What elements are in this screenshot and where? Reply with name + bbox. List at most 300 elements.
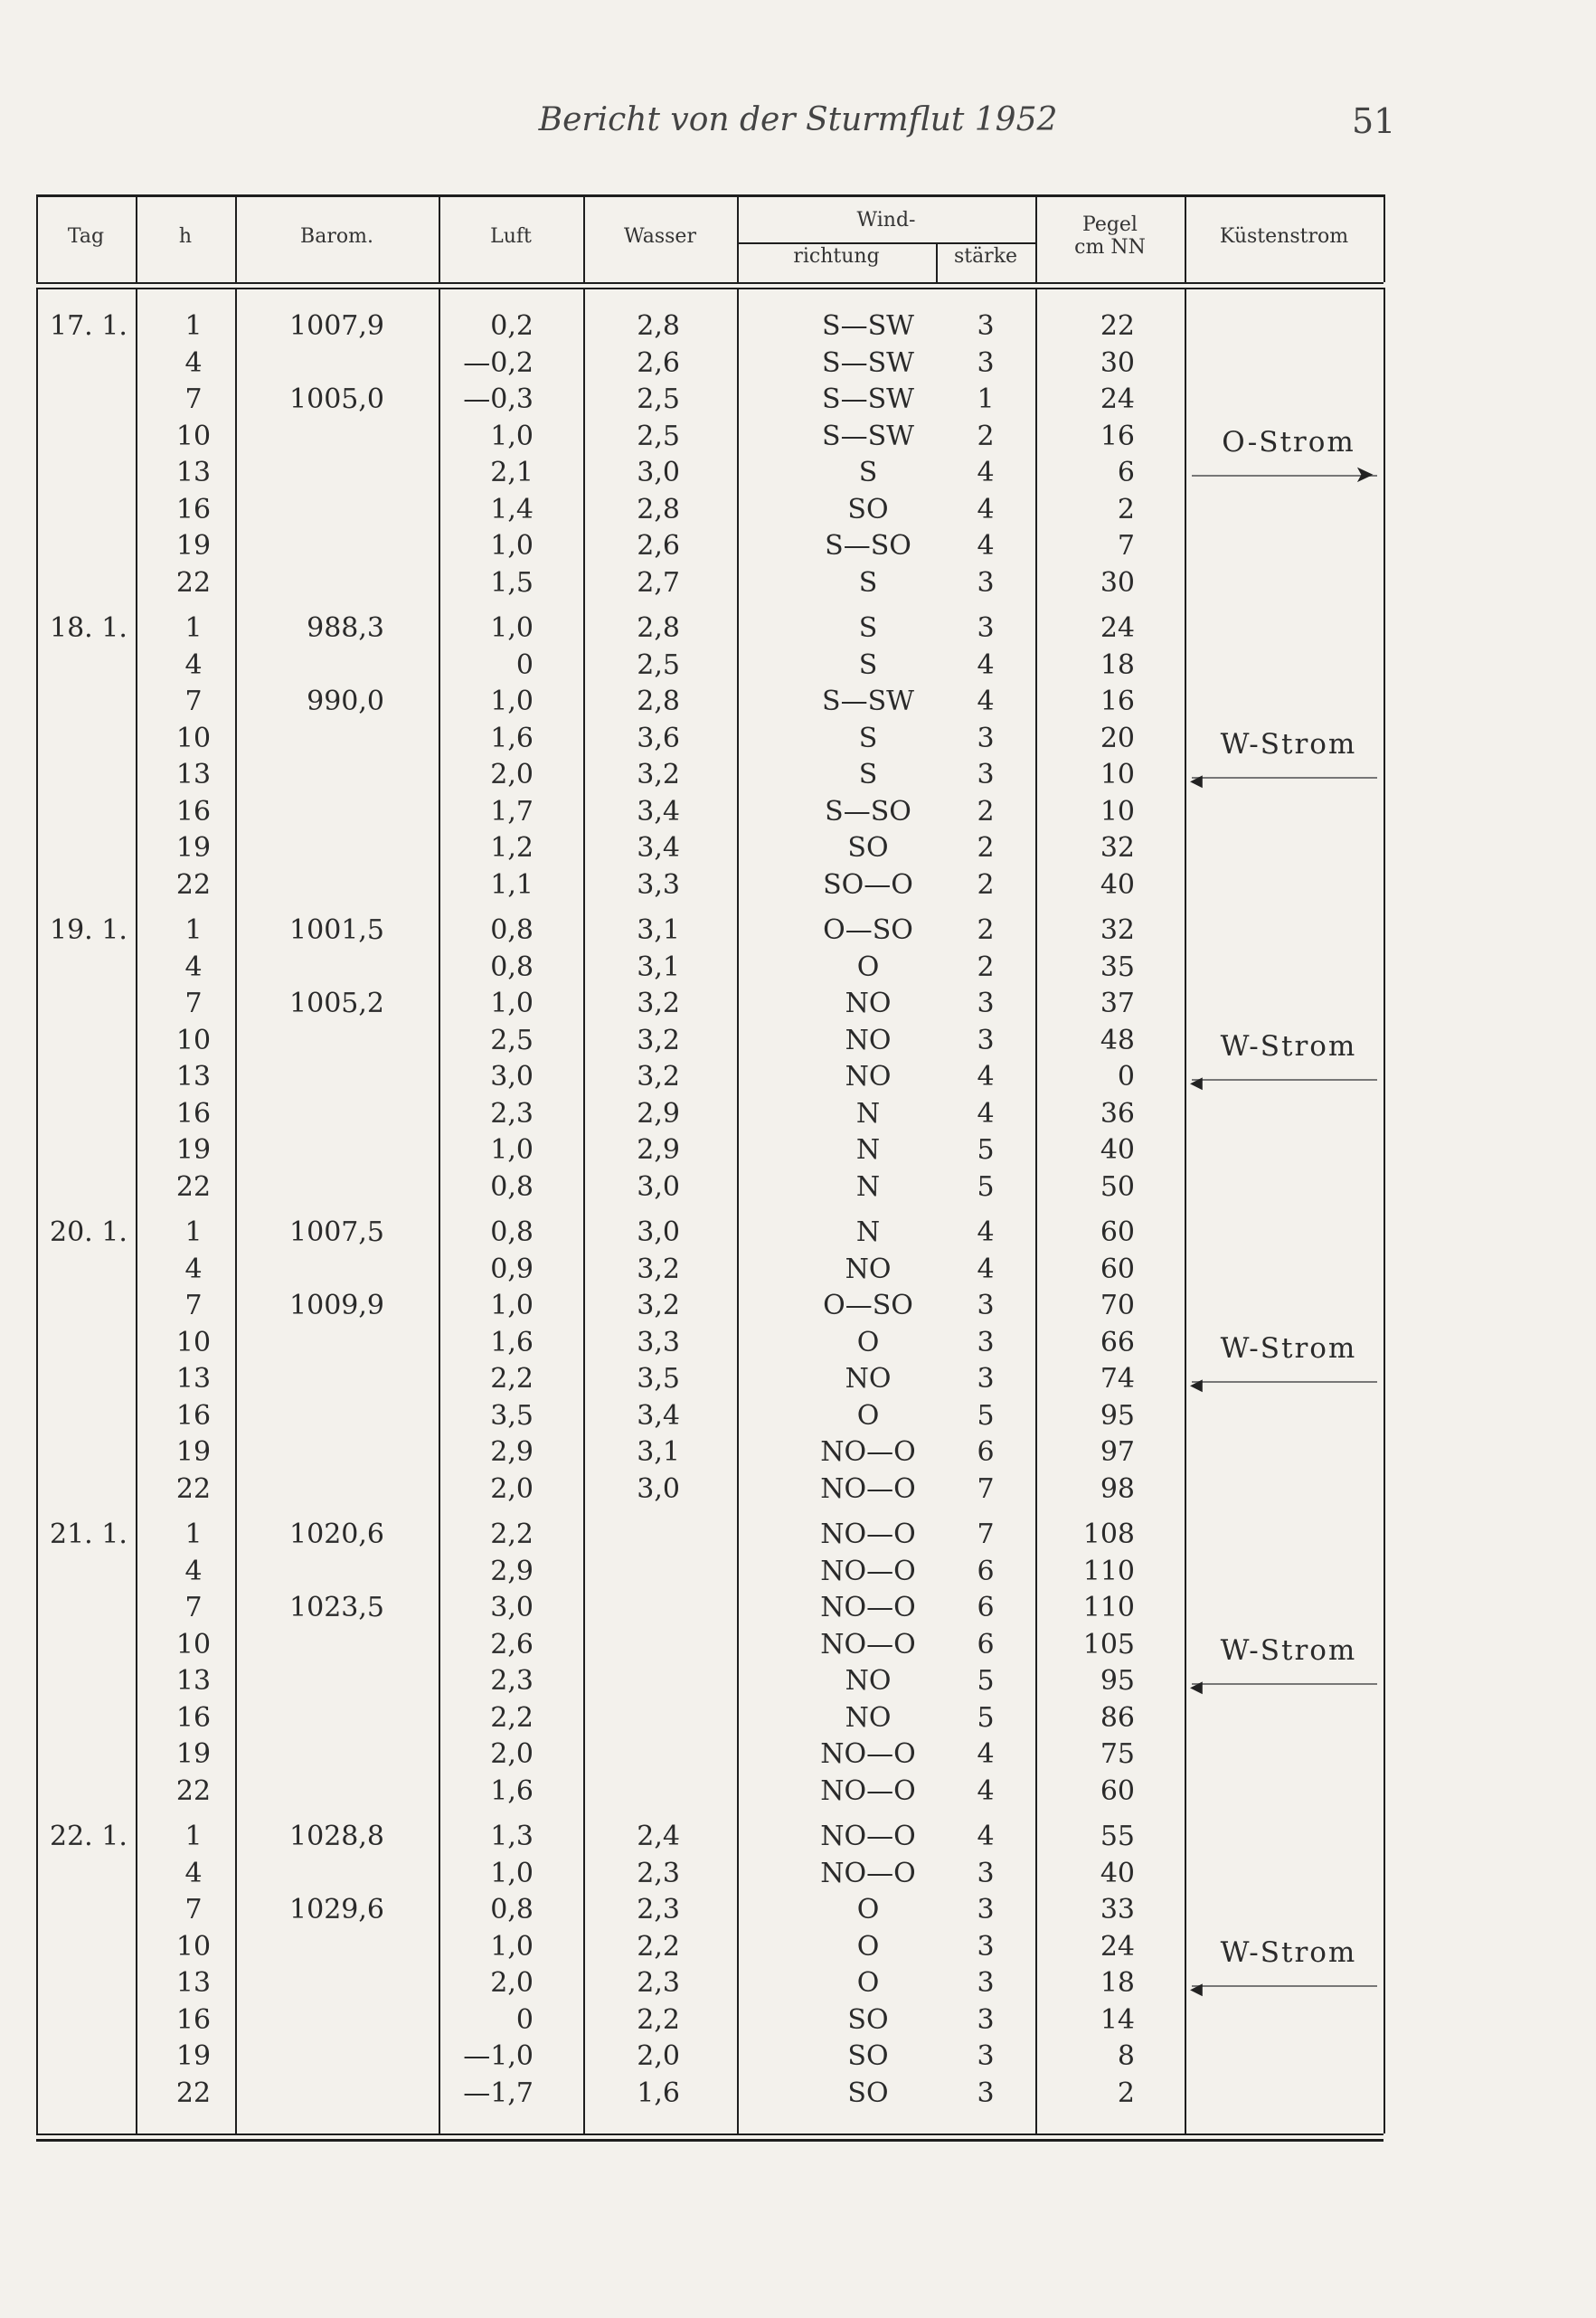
column-divider [737,288,739,2134]
luft-cell: 1,0 [490,612,534,644]
wind-direction-cell: NO—O [820,1592,916,1623]
wind-direction-cell: NO—O [820,1555,916,1587]
wind-direction-cell: S [858,566,878,599]
luft-cell: —0,2 [463,346,534,379]
wind-strength-cell: 7 [977,1472,995,1505]
wind-strength-cell: 5 [977,1170,995,1203]
wasser-cell: 2,0 [637,2040,680,2072]
luft-cell: 1,1 [490,868,534,901]
wind-strength-cell: 2 [977,951,995,983]
wind-strength-cell: 3 [977,1894,995,1925]
luft-cell: 2,0 [490,1967,534,1999]
wasser-cell: 2,8 [637,612,680,644]
column-divider [36,288,38,2134]
wasser-cell: 3,4 [637,1399,680,1432]
luft-cell: 1,0 [490,1930,534,1963]
hour-cell: 10 [175,1930,212,1963]
wind-direction-cell: S [858,457,878,488]
luft-cell: 0,9 [490,1253,534,1285]
wind-strength-cell: 4 [977,1738,995,1770]
wind-strength-cell: 2 [977,914,995,946]
pegel-cell: 16 [1100,420,1135,452]
pegel-cell: 110 [1082,1592,1135,1623]
luft-cell: 2,9 [490,1555,534,1587]
wind-direction-cell: S [858,722,878,754]
pegel-cell: 37 [1100,988,1135,1019]
current-arrow [1192,1683,1377,1685]
header-column-divider [1185,194,1186,282]
column-divider [235,288,237,2134]
hour-cell: 13 [175,1967,212,1999]
pegel-cell: 7 [1117,530,1135,562]
wind-strength-cell: 5 [977,1399,995,1432]
wasser-cell: 2,6 [637,346,680,379]
luft-cell: 0 [515,648,534,681]
wind-strength-cell: 3 [977,612,995,644]
header-column-divider [36,194,38,282]
wind-direction-cell: O [856,1930,880,1963]
wind-strength-cell: 3 [977,2040,995,2072]
header-column-divider [1384,194,1385,282]
luft-cell: 0,8 [490,1894,534,1925]
wind-strength-cell: 6 [977,1592,995,1623]
kuestenstrom-label: W-Strom [1220,727,1357,761]
wasser-cell: 3,5 [637,1363,680,1395]
wind-strength-cell: 3 [977,566,995,599]
hour-cell: 1 [184,612,203,644]
day-label: 22. 1. [50,1821,127,1852]
pegel-cell: 95 [1100,1665,1135,1697]
column-divider [136,288,137,2134]
barom-cell: 1023,5 [289,1592,384,1623]
luft-cell: —1,0 [463,2040,534,2072]
pegel-cell: 55 [1100,1821,1135,1852]
wind-strength-cell: 3 [977,722,995,754]
luft-cell: 1,0 [490,686,534,717]
wind-strength-cell: 1 [977,383,995,415]
pegel-cell: 40 [1100,1134,1135,1166]
hour-cell: 1 [184,1821,203,1852]
wind-strength-cell: 4 [977,530,995,562]
wasser-cell: 1,6 [637,2077,680,2109]
header-column-divider [136,194,137,282]
header-column-divider [235,194,237,282]
barom-cell: 1009,9 [289,1290,384,1321]
wind-direction-cell: S [858,612,878,644]
luft-cell: 0,8 [490,1216,534,1248]
hour-cell: 10 [175,1024,212,1056]
pegel-cell: 75 [1100,1738,1135,1770]
hour-cell: 4 [184,951,203,983]
pegel-cell: 60 [1100,1216,1135,1248]
pegel-cell: 48 [1100,1024,1135,1056]
running-title: Bericht von der Sturmflut 1952 [538,101,1058,138]
day-label: 18. 1. [50,612,127,644]
hour-cell: 4 [184,346,203,379]
hour-cell: 19 [175,1436,212,1468]
wind-direction-cell: NO [845,1061,892,1093]
pegel-cell: 22 [1100,310,1135,342]
column-divider [1035,288,1037,2134]
wind-strength-cell: 6 [977,1436,995,1468]
wind-direction-cell: S—SW [822,346,914,379]
wind-direction-cell: NO [845,1253,892,1285]
hour-cell: 1 [184,1216,203,1248]
luft-cell: 2,2 [490,1363,534,1395]
barom-cell: 1005,0 [289,383,384,415]
luft-cell: 0 [515,2003,534,2036]
hour-cell: 19 [175,1738,212,1770]
wasser-cell: 3,2 [637,1024,680,1056]
pegel-cell: 10 [1100,795,1135,828]
pegel-cell: 20 [1100,722,1135,754]
wasser-cell: 2,7 [637,566,680,599]
arrow-left-icon: ◀ [1190,1979,1203,1999]
hour-cell: 13 [175,457,212,488]
pegel-cell: 70 [1100,1290,1135,1321]
wind-strength-cell: 5 [977,1134,995,1166]
pegel-cell: 30 [1100,566,1135,599]
pegel-cell: 16 [1100,686,1135,717]
wind-strength-cell: 3 [977,988,995,1019]
arrow-right-icon: ➤ [1355,460,1374,488]
wind-direction-cell: O [856,1967,880,1999]
column-divider [583,288,585,2134]
wind-direction-cell: NO—O [820,1774,916,1807]
hour-cell: 7 [184,1290,203,1321]
header-column-divider [737,194,739,282]
hour-cell: 4 [184,648,203,681]
barom-cell: 1001,5 [289,914,384,946]
wasser-cell: 3,3 [637,868,680,901]
wind-strength-cell: 3 [977,1326,995,1358]
header-barom: Barom. [300,225,373,248]
header-wasser: Wasser [624,225,696,248]
wasser-cell: 2,5 [637,648,680,681]
pegel-cell: 30 [1100,346,1135,379]
header-kuestenstrom: Küstenstrom [1219,225,1349,248]
header-h: h [178,225,193,248]
wind-direction-cell: NO [845,1701,892,1734]
hour-cell: 1 [184,914,203,946]
pegel-cell: 86 [1100,1701,1135,1734]
hour-cell: 10 [175,1628,212,1660]
current-arrow [1192,1079,1377,1081]
hour-cell: 7 [184,686,203,717]
wind-direction-cell: S—SW [822,383,914,415]
hour-cell: 7 [184,988,203,1019]
wind-direction-cell: NO—O [820,1738,916,1770]
wind-strength-cell: 5 [977,1701,995,1734]
pegel-cell: 14 [1100,2003,1135,2036]
day-label: 19. 1. [50,914,127,946]
luft-cell: 1,5 [490,566,534,599]
pegel-cell: 33 [1100,1894,1135,1925]
pegel-cell: 6 [1117,457,1135,488]
hour-cell: 22 [175,1170,212,1203]
arrow-left-icon: ◀ [1190,1073,1203,1093]
wind-direction-cell: N [855,1216,881,1248]
wind-direction-cell: N [855,1134,881,1166]
wind-direction-cell: NO [845,988,892,1019]
wasser-cell: 2,3 [637,1857,680,1889]
kuestenstrom-label: O-Strom [1222,425,1355,459]
wasser-cell: 2,6 [637,530,680,562]
luft-cell: 2,3 [490,1097,534,1130]
wasser-cell: 3,6 [637,722,680,754]
wind-direction-cell: S [858,759,878,790]
luft-cell: 1,0 [490,988,534,1019]
wind-strength-cell: 4 [977,648,995,681]
wasser-cell: 2,8 [637,310,680,342]
pegel-cell: 2 [1117,493,1135,525]
luft-cell: 1,2 [490,832,534,864]
kuestenstrom-label: W-Strom [1220,1029,1357,1063]
hour-cell: 16 [175,795,212,828]
wind-strength-cell: 5 [977,1665,995,1697]
hour-cell: 13 [175,1665,212,1697]
table-bottom-rule-double [36,2139,1384,2142]
pegel-cell: 50 [1100,1170,1135,1203]
kuestenstrom-label: W-Strom [1220,1935,1357,1969]
wind-strength-cell: 3 [977,1290,995,1321]
header-wind: Wind- [856,209,916,232]
wind-strength-cell: 2 [977,795,995,828]
day-label: 21. 1. [50,1519,127,1550]
luft-cell: 3,0 [490,1061,534,1093]
luft-cell: 2,3 [490,1665,534,1697]
day-label: 17. 1. [50,310,127,342]
wind-strength-cell: 3 [977,1857,995,1889]
hour-cell: 10 [175,722,212,754]
wind-strength-cell: 3 [977,310,995,342]
pegel-cell: 24 [1100,383,1135,415]
hour-cell: 1 [184,1519,203,1550]
header-column-divider [439,194,440,282]
luft-cell: —0,3 [463,383,534,415]
luft-cell: 1,4 [490,493,534,525]
barom-cell: 1007,9 [289,310,384,342]
current-arrow [1192,1985,1377,1987]
luft-cell: 0,8 [490,914,534,946]
hour-cell: 4 [184,1555,203,1587]
luft-cell: 1,0 [490,1134,534,1166]
wind-direction-cell: S—SW [822,686,914,717]
hour-cell: 13 [175,1061,212,1093]
wasser-cell: 3,0 [637,1170,680,1203]
header-rule [36,282,1384,284]
barom-cell: 990,0 [307,686,384,717]
barom-cell: 1029,6 [289,1894,384,1925]
hour-cell: 1 [184,310,203,342]
wind-strength-cell: 4 [977,1821,995,1852]
wind-direction-cell: NO—O [820,1472,916,1505]
wind-direction-cell: S—SW [822,310,914,342]
pegel-cell: 95 [1100,1399,1135,1432]
header-column-divider [583,194,585,282]
pegel-cell: 18 [1100,1967,1135,1999]
luft-cell: 2,0 [490,759,534,790]
luft-cell: 0,8 [490,1170,534,1203]
header-pegel: Pegel [1082,213,1138,236]
luft-cell: 1,6 [490,722,534,754]
wind-direction-cell: SO—O [823,868,913,901]
luft-cell: 1,0 [490,1290,534,1321]
pegel-cell: 108 [1082,1519,1135,1550]
luft-cell: 1,6 [490,1774,534,1807]
pegel-cell: 98 [1100,1472,1135,1505]
wind-direction-cell: NO—O [820,1628,916,1660]
wind-strength-cell: 4 [977,1097,995,1130]
wind-strength-cell: 3 [977,1024,995,1056]
hour-cell: 19 [175,1134,212,1166]
wind-direction-cell: SO [847,832,889,864]
wind-direction-cell: N [855,1170,881,1203]
wind-strength-cell: 3 [977,346,995,379]
pegel-cell: 60 [1100,1774,1135,1807]
hour-cell: 19 [175,530,212,562]
wind-strength-cell: 3 [977,1363,995,1395]
luft-cell: 2,2 [490,1701,534,1734]
wind-strength-cell: 2 [977,832,995,864]
table-bottom-rule [36,2134,1384,2135]
pegel-cell: 0 [1117,1061,1135,1093]
hour-cell: 16 [175,1399,212,1432]
luft-cell: 2,2 [490,1519,534,1550]
pegel-cell: 24 [1100,1930,1135,1963]
hour-cell: 7 [184,1894,203,1925]
wasser-cell: 3,1 [637,1436,680,1468]
wasser-cell: 2,9 [637,1134,680,1166]
wind-direction-cell: NO [845,1363,892,1395]
wind-strength-cell: 2 [977,868,995,901]
wasser-cell: 3,2 [637,1061,680,1093]
wasser-cell: 2,4 [637,1821,680,1852]
wind-strength-cell: 4 [977,493,995,525]
hour-cell: 22 [175,1774,212,1807]
header-column-divider [1035,194,1037,282]
luft-cell: 3,0 [490,1592,534,1623]
wind-strength-cell: 4 [977,1061,995,1093]
luft-cell: 1,6 [490,1326,534,1358]
header-luft: Luft [490,225,532,248]
hour-cell: 22 [175,566,212,599]
pegel-cell: 66 [1100,1326,1135,1358]
wind-subheader-divider [936,242,938,282]
wind-strength-cell: 6 [977,1628,995,1660]
luft-cell: 1,0 [490,1857,534,1889]
luft-cell: —1,7 [463,2077,534,2109]
pegel-cell: 24 [1100,612,1135,644]
wind-strength-cell: 3 [977,1930,995,1963]
wind-direction-cell: NO—O [820,1857,916,1889]
wasser-cell: 3,4 [637,795,680,828]
wind-strength-cell: 4 [977,686,995,717]
barom-cell: 1028,8 [289,1821,384,1852]
wind-direction-cell: NO—O [820,1519,916,1550]
hour-cell: 7 [184,383,203,415]
wasser-cell: 2,3 [637,1967,680,1999]
wind-strength-cell: 3 [977,1967,995,1999]
wasser-cell: 3,2 [637,988,680,1019]
arrow-left-icon: ◀ [1190,771,1203,790]
header-pegel-unit: cm NN [1074,236,1146,259]
pegel-cell: 40 [1100,868,1135,901]
header-staerke: stärke [953,245,1018,268]
wasser-cell: 3,1 [637,914,680,946]
pegel-cell: 18 [1100,648,1135,681]
luft-cell: 2,6 [490,1628,534,1660]
column-divider [1384,288,1385,2134]
hour-cell: 16 [175,493,212,525]
barom-cell: 1020,6 [289,1519,384,1550]
hour-cell: 16 [175,1097,212,1130]
pegel-cell: 35 [1100,951,1135,983]
wasser-cell: 3,2 [637,759,680,790]
wind-direction-cell: SO [847,2003,889,2036]
wasser-cell: 3,2 [637,1253,680,1285]
current-arrow [1192,475,1377,477]
luft-cell: 0,2 [490,310,534,342]
arrow-left-icon: ◀ [1190,1375,1203,1395]
page-number: 51 [1352,101,1396,141]
hour-cell: 10 [175,420,212,452]
hour-cell: 13 [175,759,212,790]
wind-direction-cell: O [856,951,880,983]
hour-cell: 22 [175,2077,212,2109]
wind-direction-cell: NO—O [820,1821,916,1852]
pegel-cell: 60 [1100,1253,1135,1285]
wind-strength-cell: 6 [977,1555,995,1587]
wind-strength-cell: 3 [977,2003,995,2036]
hour-cell: 16 [175,1701,212,1734]
column-divider [439,288,440,2134]
wind-strength-cell: 3 [977,2077,995,2109]
wind-strength-cell: 2 [977,420,995,452]
hour-cell: 4 [184,1857,203,1889]
day-label: 20. 1. [50,1216,127,1248]
wind-direction-cell: NO [845,1024,892,1056]
wind-strength-cell: 3 [977,759,995,790]
pegel-cell: 110 [1082,1555,1135,1587]
current-arrow [1192,1381,1377,1383]
wind-direction-cell: S [858,648,878,681]
wind-strength-cell: 4 [977,457,995,488]
arrow-left-icon: ◀ [1190,1677,1203,1697]
wind-direction-cell: O [856,1894,880,1925]
header-tag: Tag [67,225,105,248]
wind-direction-cell: S—SO [825,530,911,562]
hour-cell: 4 [184,1253,203,1285]
wind-strength-cell: 4 [977,1253,995,1285]
pegel-cell: 36 [1100,1097,1135,1130]
wasser-cell: 3,3 [637,1326,680,1358]
pegel-cell: 8 [1117,2040,1135,2072]
wind-direction-cell: NO [845,1665,892,1697]
pegel-cell: 105 [1082,1628,1135,1660]
wind-direction-cell: SO [847,2040,889,2072]
wasser-cell: 2,3 [637,1894,680,1925]
luft-cell: 2,9 [490,1436,534,1468]
wasser-cell: 2,8 [637,686,680,717]
wind-strength-cell: 4 [977,1216,995,1248]
wasser-cell: 2,2 [637,1930,680,1963]
wind-direction-cell: O [856,1326,880,1358]
current-arrow [1192,777,1377,779]
luft-cell: 2,5 [490,1024,534,1056]
wind-direction-cell: SO [847,493,889,525]
wasser-cell: 3,2 [637,1290,680,1321]
